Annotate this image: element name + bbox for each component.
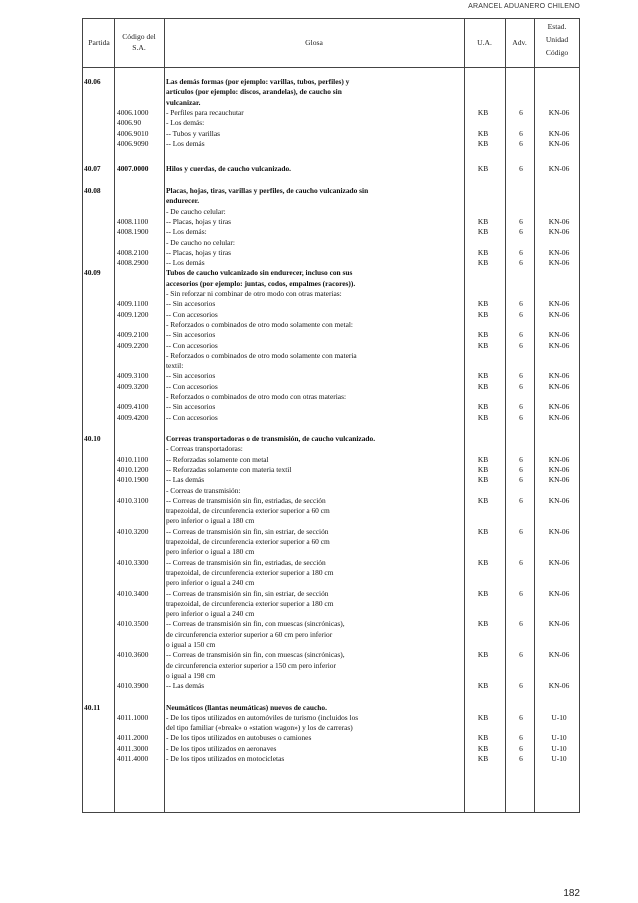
ua-cell: KB bbox=[477, 258, 489, 268]
unidad-cell: KN-06 bbox=[548, 340, 570, 350]
adv-cell: 6 bbox=[519, 340, 523, 350]
ua-cell: KB bbox=[477, 712, 489, 722]
glosa-cell: trapezoidal, de circunferencia exterior superior a 180 cm bbox=[166, 598, 334, 608]
codigo-cell: 4009.3100 bbox=[117, 371, 149, 381]
unidad-cell: KN-06 bbox=[548, 227, 570, 237]
ua-cell: KB bbox=[477, 309, 489, 319]
codigo-cell: 4006.9010 bbox=[117, 128, 149, 138]
unidad-cell: KN-06 bbox=[548, 526, 570, 536]
glosa-cell: -- Los demás bbox=[166, 258, 205, 268]
ua-cell: KB bbox=[477, 227, 489, 237]
unidad-cell: U-10 bbox=[551, 733, 567, 743]
glosa-cell: - Reforzados o combinados de otro modo solamente con materia bbox=[166, 350, 357, 360]
codigo-cell: 4006.1000 bbox=[117, 107, 149, 117]
codigo-cell: 4007.0000 bbox=[117, 164, 149, 173]
glosa-cell: -- Placas, hojas y tiras bbox=[166, 247, 232, 257]
unidad-cell: KN-06 bbox=[548, 588, 570, 598]
ua-cell: KB bbox=[477, 557, 489, 567]
header-estad-line3: Código bbox=[545, 48, 569, 57]
glosa-cell: -- Correas de transmisión sin fin, estriadas, de sección bbox=[166, 557, 326, 567]
column-divider bbox=[164, 18, 165, 813]
adv-cell: 6 bbox=[519, 733, 523, 743]
page-number: 182 bbox=[563, 888, 580, 899]
adv-cell: 6 bbox=[519, 107, 523, 117]
unidad-cell: U-10 bbox=[551, 743, 567, 753]
codigo-cell: 4010.1200 bbox=[117, 464, 149, 474]
ua-cell: KB bbox=[477, 128, 489, 138]
adv-cell: 6 bbox=[519, 128, 523, 138]
glosa-cell: endurecer. bbox=[166, 196, 200, 206]
glosa-cell: Correas transportadoras o de transmisión, de caucho vulcanizado. bbox=[166, 434, 376, 443]
glosa-cell: - De los tipos utilizados en aeronaves bbox=[166, 743, 277, 753]
glosa-cell: del tipo familiar («break» o «station wagon») y los de carreras) bbox=[166, 723, 353, 733]
adv-cell: 6 bbox=[519, 247, 523, 257]
ua-cell: KB bbox=[477, 526, 489, 536]
codigo-cell: 4011.4000 bbox=[117, 754, 149, 763]
unidad-cell: KN-06 bbox=[548, 309, 570, 319]
codigo-cell: 4011.2000 bbox=[117, 733, 149, 743]
adv-cell: 6 bbox=[519, 754, 523, 763]
adv-cell: 6 bbox=[519, 299, 523, 309]
glosa-cell: - Sin reforzar ni combinar de otro modo con otras materias: bbox=[166, 289, 342, 298]
glosa-cell: pero inferior o igual a 240 cm bbox=[166, 609, 255, 619]
adv-cell: 6 bbox=[519, 216, 523, 226]
adv-cell: 6 bbox=[519, 258, 523, 268]
adv-cell: 6 bbox=[519, 681, 523, 691]
codigo-cell: 4010.1900 bbox=[117, 475, 149, 485]
unidad-cell: KN-06 bbox=[548, 247, 570, 257]
codigo-cell: 4008.1900 bbox=[117, 227, 149, 237]
glosa-cell: -- Con accesorios bbox=[166, 381, 218, 391]
unidad-cell: KN-06 bbox=[548, 107, 570, 117]
header-estad-line1: Estad. bbox=[547, 22, 567, 31]
adv-cell: 6 bbox=[519, 309, 523, 319]
adv-cell: 6 bbox=[519, 330, 523, 340]
codigo-cell: 4008.2900 bbox=[117, 258, 149, 268]
ua-cell: KB bbox=[477, 381, 489, 391]
glosa-cell: -- Con accesorios bbox=[166, 340, 218, 350]
unidad-cell: KN-06 bbox=[548, 164, 570, 173]
unidad-cell: U-10 bbox=[551, 712, 567, 722]
codigo-cell: 4009.4200 bbox=[117, 412, 149, 422]
adv-cell: 6 bbox=[519, 371, 523, 381]
glosa-cell: Las demás formas (por ejemplo: varillas, tubos, perfiles) y bbox=[166, 77, 350, 86]
glosa-cell: -- Reforzadas solamente con metal bbox=[166, 454, 269, 464]
glosa-cell: Placas, hojas, tiras, varillas y perfiles, de caucho vulcanizado sin bbox=[166, 186, 369, 195]
unidad-cell: KN-06 bbox=[548, 402, 570, 412]
unidad-cell: KN-06 bbox=[548, 650, 570, 660]
codigo-cell: 4009.1200 bbox=[117, 309, 149, 319]
glosa-cell: -- Placas, hojas y tiras bbox=[166, 216, 232, 226]
partida-cell: 40.06 bbox=[84, 77, 101, 86]
glosa-cell: - De caucho no celular: bbox=[166, 237, 235, 247]
glosa-cell: accesorios (por ejemplo: juntas, codos, empalmes (racores)). bbox=[166, 278, 356, 288]
unidad-cell: KN-06 bbox=[548, 495, 570, 505]
adv-cell: 6 bbox=[519, 381, 523, 391]
adv-cell: 6 bbox=[519, 557, 523, 567]
glosa-cell: -- Correas de transmisión sin fin, con muescas (sincrónicas), bbox=[166, 619, 345, 629]
glosa-cell: vulcanizar. bbox=[166, 97, 201, 107]
glosa-cell: -- Los demás: bbox=[166, 227, 207, 237]
glosa-cell: -- Sin accesorios bbox=[166, 371, 216, 381]
codigo-cell: 4010.3300 bbox=[117, 557, 149, 567]
ua-cell: KB bbox=[477, 371, 489, 381]
codigo-cell: 4009.2100 bbox=[117, 330, 149, 340]
ua-cell: KB bbox=[477, 164, 489, 173]
glosa-cell: -- Las demás bbox=[166, 681, 205, 691]
partida-cell: 40.09 bbox=[84, 268, 101, 278]
partida-cell: 40.08 bbox=[84, 186, 101, 195]
header-codigo-line2: S.A. bbox=[132, 43, 146, 52]
ua-cell: KB bbox=[477, 733, 489, 743]
codigo-cell: 4008.2100 bbox=[117, 247, 149, 257]
ua-cell: KB bbox=[477, 754, 489, 763]
unidad-cell: KN-06 bbox=[548, 381, 570, 391]
ua-cell: KB bbox=[477, 743, 489, 753]
codigo-cell: 4010.3900 bbox=[117, 681, 149, 691]
ua-cell: KB bbox=[477, 681, 489, 691]
glosa-cell: pero inferior o igual a 180 cm bbox=[166, 516, 255, 526]
codigo-cell: 4011.3000 bbox=[117, 743, 149, 753]
glosa-cell: - Reforzados o combinados de otro modo con otras materias: bbox=[166, 392, 346, 401]
glosa-cell: -- Con accesorios bbox=[166, 309, 218, 319]
header-adv: Adv. bbox=[512, 38, 527, 47]
adv-cell: 6 bbox=[519, 495, 523, 505]
glosa-cell: pero inferior o igual a 180 cm bbox=[166, 547, 255, 557]
codigo-cell: 4009.4100 bbox=[117, 402, 149, 412]
codigo-cell: 4010.3200 bbox=[117, 526, 149, 536]
unidad-cell: KN-06 bbox=[548, 258, 570, 268]
column-divider bbox=[534, 18, 535, 813]
glosa-cell: -- Reforzadas solamente con materia textil bbox=[166, 464, 292, 474]
glosa-cell: o igual a 198 cm bbox=[166, 670, 216, 680]
adv-cell: 6 bbox=[519, 588, 523, 598]
codigo-cell: 4010.3500 bbox=[117, 619, 149, 629]
header-divider bbox=[82, 67, 580, 68]
partida-cell: 40.07 bbox=[84, 164, 101, 173]
codigo-cell: 4010.1100 bbox=[117, 454, 149, 464]
codigo-cell: 4006.90 bbox=[117, 118, 142, 128]
adv-cell: 6 bbox=[519, 138, 523, 148]
unidad-cell: KN-06 bbox=[548, 412, 570, 422]
ua-cell: KB bbox=[477, 650, 489, 660]
unidad-cell: KN-06 bbox=[548, 138, 570, 148]
glosa-cell: trapezoidal, de circunferencia exterior superior a 60 cm bbox=[166, 537, 330, 546]
glosa-cell: Hilos y cuerdas, de caucho vulcanizado. bbox=[166, 164, 292, 173]
ua-cell: KB bbox=[477, 299, 489, 309]
glosa-cell: -- Correas de transmisión sin fin, con muescas (sincrónicas), bbox=[166, 650, 345, 660]
column-divider bbox=[464, 18, 465, 813]
glosa-cell: Tubos de caucho vulcanizado sin endurecer, incluso con sus bbox=[166, 268, 353, 278]
glosa-cell: - De los tipos utilizados en autobuses o camiones bbox=[166, 733, 312, 743]
codigo-cell: 4010.3400 bbox=[117, 588, 149, 598]
unidad-cell: KN-06 bbox=[548, 619, 570, 629]
adv-cell: 6 bbox=[519, 650, 523, 660]
glosa-cell: -- Sin accesorios bbox=[166, 330, 216, 340]
column-divider bbox=[114, 18, 115, 813]
adv-cell: 6 bbox=[519, 743, 523, 753]
unidad-cell: KN-06 bbox=[548, 216, 570, 226]
ua-cell: KB bbox=[477, 412, 489, 422]
ua-cell: KB bbox=[477, 340, 489, 350]
glosa-cell: -- Las demás bbox=[166, 475, 205, 485]
glosa-cell: - Perfiles para recauchutar bbox=[166, 107, 244, 117]
glosa-cell: - De caucho celular: bbox=[166, 206, 226, 216]
glosa-cell: de circunferencia exterior superior a 60 cm pero inferior bbox=[166, 629, 333, 639]
ua-cell: KB bbox=[477, 107, 489, 117]
adv-cell: 6 bbox=[519, 454, 523, 464]
glosa-cell: - Reforzados o combinados de otro modo solamente con metal: bbox=[166, 319, 353, 329]
glosa-cell: -- Correas de transmisión sin fin, sin estriar, de sección bbox=[166, 526, 329, 536]
glosa-cell: de circunferencia exterior superior a 150 cm pero inferior bbox=[166, 660, 336, 670]
codigo-cell: 4008.1100 bbox=[117, 216, 149, 226]
glosa-cell: -- Los demás bbox=[166, 138, 205, 148]
adv-cell: 6 bbox=[519, 227, 523, 237]
document-header-title: ARANCEL ADUANERO CHILENO bbox=[468, 3, 580, 10]
glosa-cell: -- Tubos y varillas bbox=[166, 128, 220, 138]
glosa-cell: -- Sin accesorios bbox=[166, 402, 216, 412]
header-partida: Partida bbox=[88, 38, 110, 47]
ua-cell: KB bbox=[477, 330, 489, 340]
header-glosa: Glosa bbox=[305, 38, 323, 47]
ua-cell: KB bbox=[477, 402, 489, 412]
column-divider bbox=[505, 18, 506, 813]
codigo-cell: 4011.1000 bbox=[117, 712, 149, 722]
glosa-cell: Neumáticos (llantas neumáticas) nuevos de caucho. bbox=[166, 702, 327, 712]
adv-cell: 6 bbox=[519, 164, 523, 173]
unidad-cell: KN-06 bbox=[548, 464, 570, 474]
header-ua: U.A. bbox=[477, 38, 492, 47]
glosa-cell: trapezoidal, de circunferencia exterior superior a 60 cm bbox=[166, 506, 330, 516]
ua-cell: KB bbox=[477, 464, 489, 474]
unidad-cell: KN-06 bbox=[548, 371, 570, 381]
unidad-cell: KN-06 bbox=[548, 128, 570, 138]
unidad-cell: KN-06 bbox=[548, 454, 570, 464]
adv-cell: 6 bbox=[519, 464, 523, 474]
unidad-cell: KN-06 bbox=[548, 681, 570, 691]
ua-cell: KB bbox=[477, 138, 489, 148]
glosa-cell: trapezoidal, de circunferencia exterior superior a 180 cm bbox=[166, 567, 334, 577]
glosa-cell: - Correas de transmisión: bbox=[166, 485, 241, 495]
unidad-cell: KN-06 bbox=[548, 475, 570, 485]
codigo-cell: 4010.3600 bbox=[117, 650, 149, 660]
codigo-cell: 4009.3200 bbox=[117, 381, 149, 391]
adv-cell: 6 bbox=[519, 619, 523, 629]
ua-cell: KB bbox=[477, 588, 489, 598]
glosa-cell: -- Correas de transmisión sin fin, sin estriar, de sección bbox=[166, 588, 329, 598]
glosa-cell: - De los tipos utilizados en automóviles de turismo (incluidos los bbox=[166, 712, 359, 722]
adv-cell: 6 bbox=[519, 475, 523, 485]
ua-cell: KB bbox=[477, 495, 489, 505]
codigo-cell: 4006.9090 bbox=[117, 138, 149, 148]
glosa-cell: artículos (por ejemplo: discos, arandelas), de caucho sin bbox=[166, 87, 342, 97]
glosa-cell: - De los tipos utilizados en motocicletas bbox=[166, 754, 285, 763]
partida-cell: 40.11 bbox=[84, 702, 101, 712]
glosa-cell: o igual a 150 cm bbox=[166, 640, 216, 649]
unidad-cell: KN-06 bbox=[548, 299, 570, 309]
glosa-cell: -- Sin accesorios bbox=[166, 299, 216, 309]
glosa-cell: pero inferior o igual a 240 cm bbox=[166, 578, 255, 588]
unidad-cell: KN-06 bbox=[548, 557, 570, 567]
unidad-cell: U-10 bbox=[551, 754, 567, 763]
adv-cell: 6 bbox=[519, 412, 523, 422]
adv-cell: 6 bbox=[519, 526, 523, 536]
codigo-cell: 4009.2200 bbox=[117, 340, 149, 350]
glosa-cell: - Los demás: bbox=[166, 118, 205, 128]
ua-cell: KB bbox=[477, 216, 489, 226]
glosa-cell: -- Con accesorios bbox=[166, 412, 218, 422]
adv-cell: 6 bbox=[519, 712, 523, 722]
codigo-cell: 4009.1100 bbox=[117, 299, 149, 309]
partida-cell: 40.10 bbox=[84, 434, 101, 443]
ua-cell: KB bbox=[477, 247, 489, 257]
adv-cell: 6 bbox=[519, 402, 523, 412]
header-estad-line2: Unidad bbox=[545, 35, 569, 44]
glosa-cell: - Correas transportadoras: bbox=[166, 444, 243, 454]
ua-cell: KB bbox=[477, 454, 489, 464]
header-codigo-line1: Código del bbox=[122, 32, 156, 41]
ua-cell: KB bbox=[477, 475, 489, 485]
unidad-cell: KN-06 bbox=[548, 330, 570, 340]
glosa-cell: textil: bbox=[166, 361, 184, 371]
codigo-cell: 4010.3100 bbox=[117, 495, 149, 505]
glosa-cell: -- Correas de transmisión sin fin, estriadas, de sección bbox=[166, 495, 326, 505]
ua-cell: KB bbox=[477, 619, 489, 629]
